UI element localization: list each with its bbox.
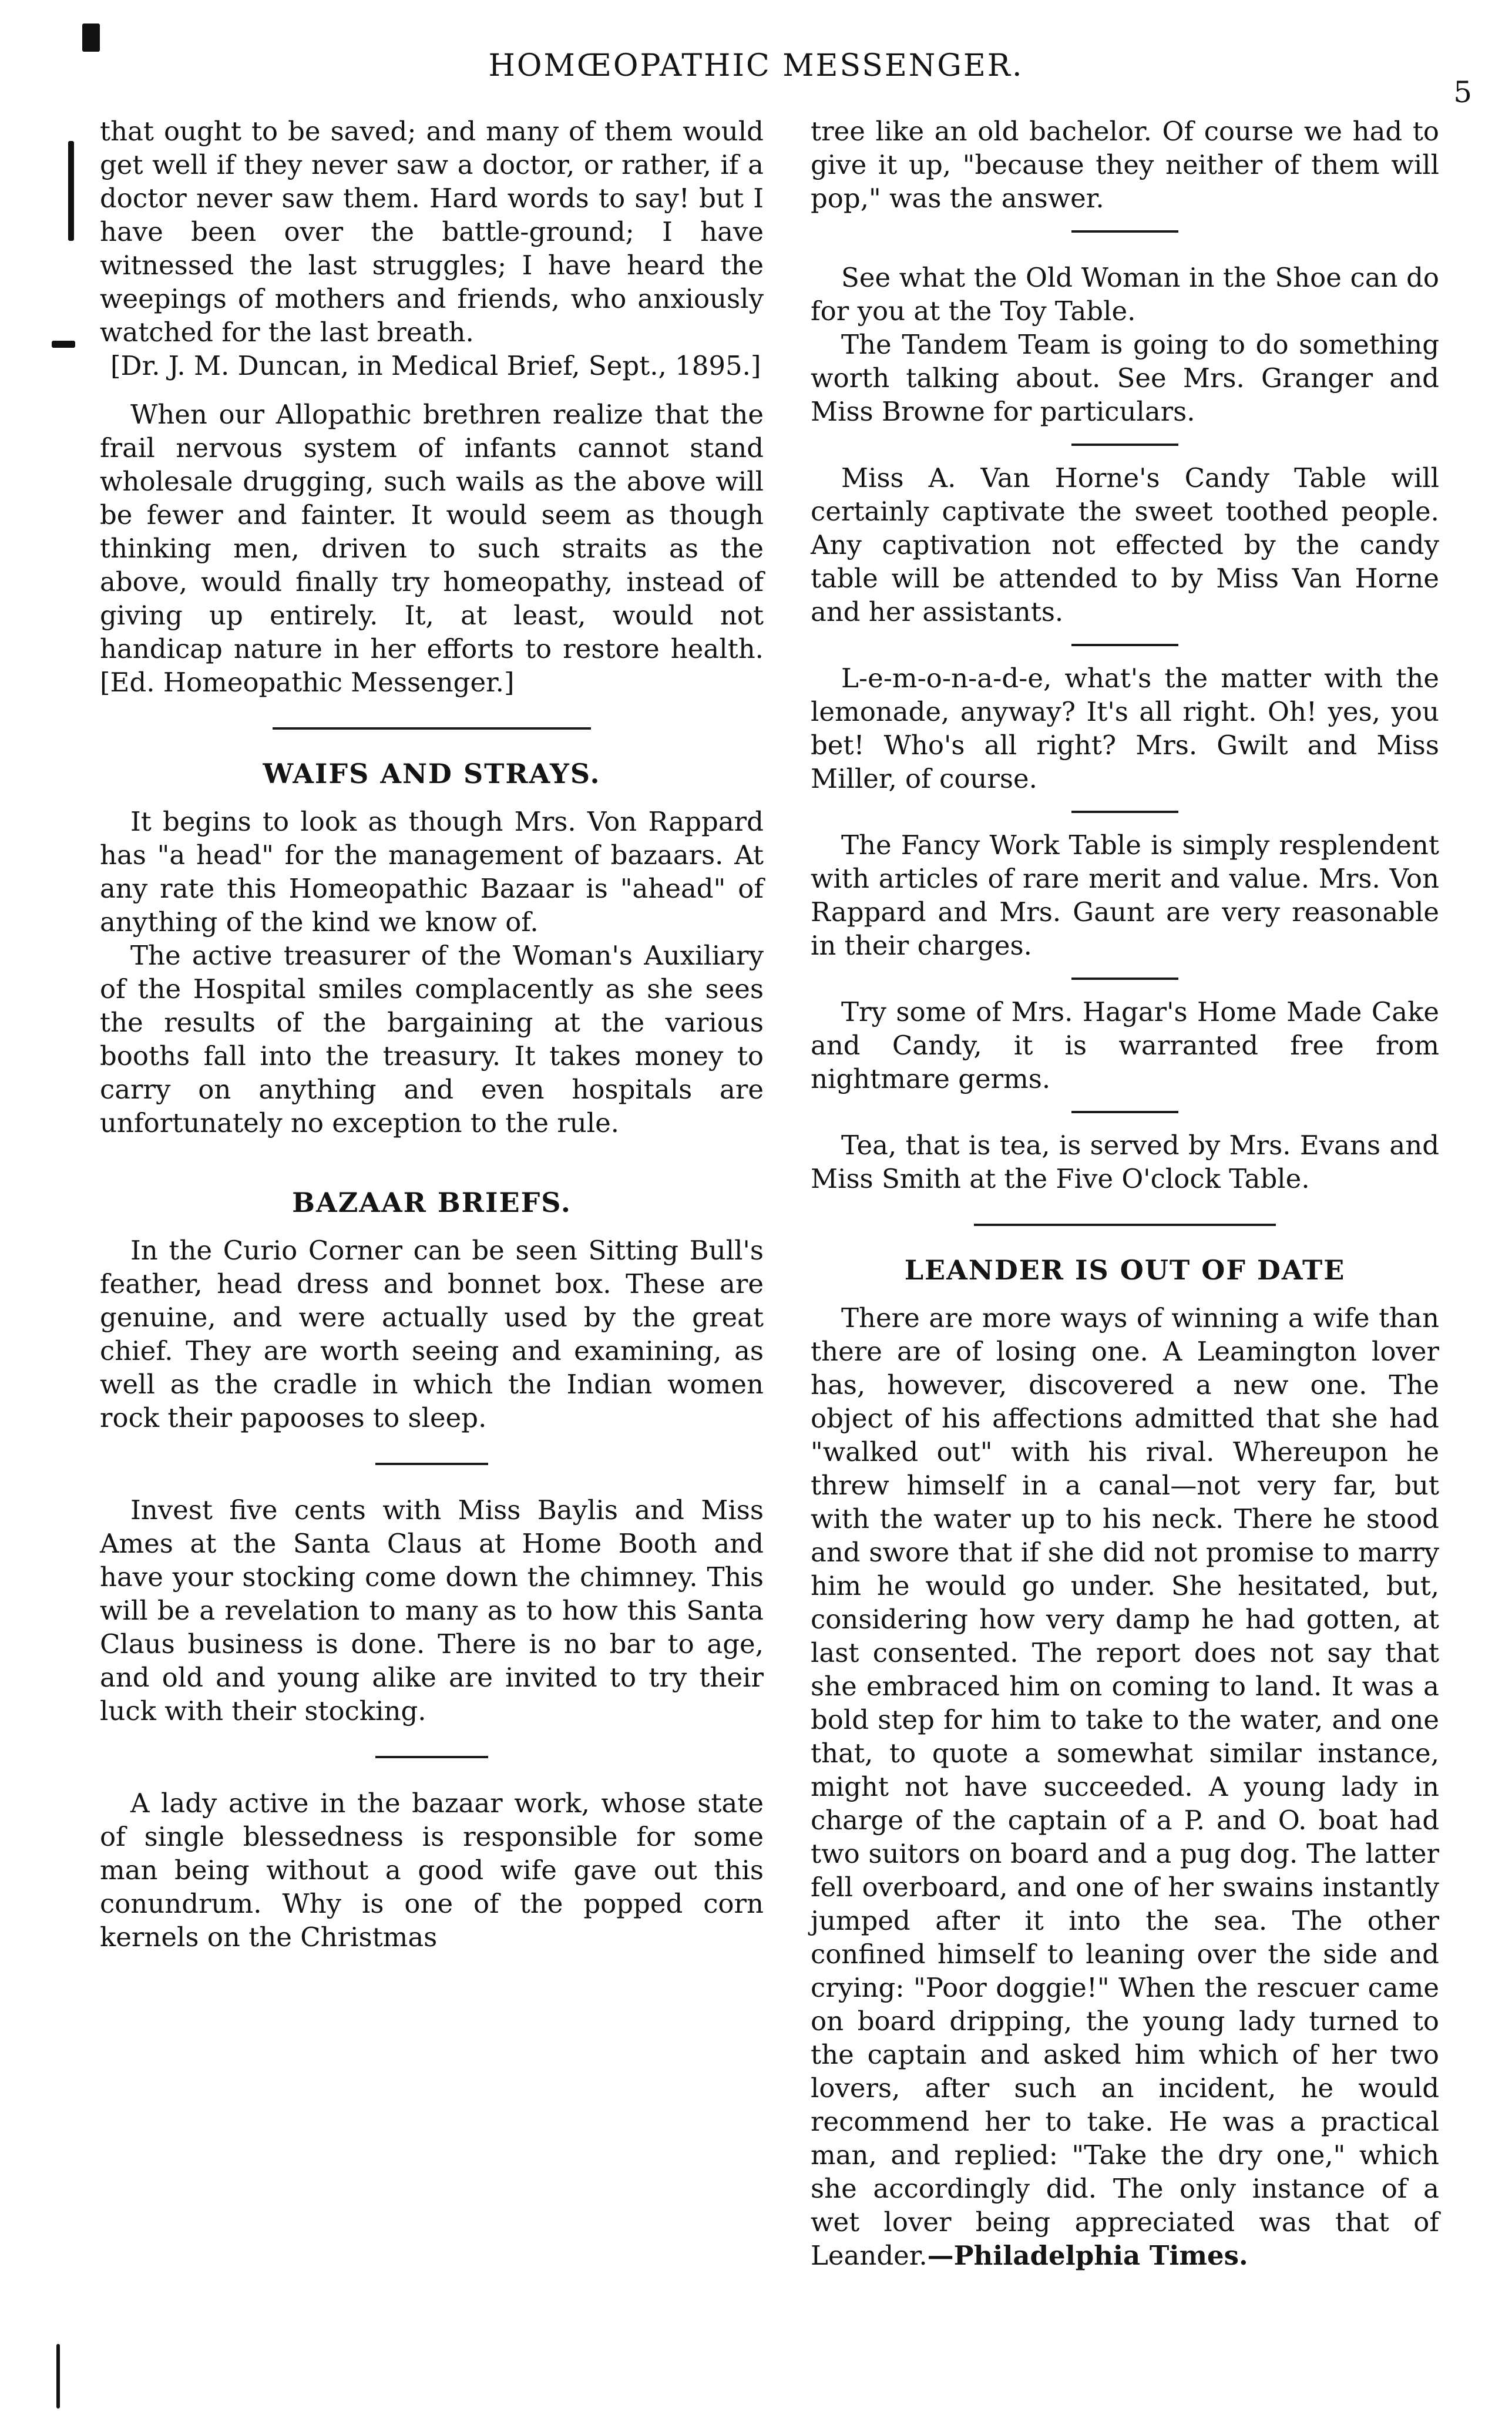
leander-paragraph: [811, 1301, 1439, 2272]
bazaar-item: In the Curio Corner can be seen Sitting Bull's feather, head dress and bonnet box. These are genuine, and were actually used by the great chief. They are worth seeing and examining, as well as the cradle in which the Indian women rock their papooses to sleep.: [100, 1235, 764, 1433]
intro-paragraph: that ought to be saved; and many of them would get well if they never saw a doctor, or rather, if a doctor never saw them. Hard words to say! but I have been over the battle-ground; I have witnessed the last struggles; I have heard the weepings of mothers and friends, who anxiously watched for the last breath.: [100, 116, 764, 348]
page-number: 5: [1453, 75, 1472, 109]
bazaar-item: See what the Old Woman in the Shoe can do for you at the Toy Table.: [811, 262, 1439, 327]
margin-blot: [68, 141, 74, 241]
margin-blot: [56, 2344, 60, 2409]
bazaar-item: tree like an old bachelor. Of course we had to give it up, "because they neither of them will pop," was the answer.: [811, 116, 1439, 214]
left-column: [100, 115, 764, 1954]
editorial-paragraph: When our Allopathic brethren realize that the frail nervous system of infants cannot stand wholesale drugging, such wails as the above will be fewer and fainter. It would seem as though thinking men, driven to such straits as the above, would finally try homeopathy, instead of giving up entirely. It, at least, would not handicap nature in her efforts to restore health. [Ed. Homeopathic Messenger.]: [100, 399, 764, 698]
waifs-paragraph: The active treasurer of the Woman's Auxiliary of the Hospital smiles complacently as she sees the results of the bargaining at the various booths fall into the treasury. It takes money to carry on anything and even hospitals are unfortunately no exception to the rule.: [100, 940, 764, 1138]
bazaar-item: The Tandem Team is going to do something worth talking about. See Mrs. Granger and Miss Browne for particulars.: [811, 329, 1439, 427]
margin-blot: [52, 341, 75, 348]
right-column: [811, 115, 1439, 2272]
bazaar-item: Try some of Mrs. Hagar's Home Made Cake and Candy, it is warranted free from nightmare germs.: [811, 996, 1439, 1094]
bazaar-item: Tea, that is tea, is served by Mrs. Evans and Miss Smith at the Five O'clock Table.: [811, 1130, 1439, 1194]
masthead-title: HOMŒOPATHIC MESSENGER.: [488, 48, 1024, 83]
bazaar-heading: BAZAAR BRIEFS.: [292, 1187, 572, 1218]
margin-blot: [82, 23, 100, 52]
leander-heading: LEANDER IS OUT OF DATE: [904, 1254, 1346, 1286]
bazaar-item: The Fancy Work Table is simply resplendent with articles of rare merit and value. Mrs. Von Rappard and Mrs. Gaunt are very reasonable in their charges.: [811, 829, 1439, 961]
bazaar-item: Invest five cents with Miss Baylis and Miss Ames at the Santa Claus at Home Booth and have your stocking come down the chimney. This will be a revelation to many as to how this Santa Claus business is done. There is no bar to age, and old and young alike are invited to try their luck with their stocking.: [100, 1494, 764, 1727]
citation: [Dr. J. M. Duncan, in Medical Brief, Sept., 1895.]: [110, 350, 761, 381]
bazaar-item: Miss A. Van Horne's Candy Table will certainly captivate the sweet toothed people. Any captivation not effected by the candy table will be attended to by Miss Van Horne and her assistants.: [811, 462, 1439, 627]
bazaar-item: A lady active in the bazaar work, whose state of single blessedness is responsible for some man being without a good wife gave out this conundrum. Why is one of the popped corn kernels on the Christmas: [100, 1788, 764, 1953]
leander-source: —Philadelphia Times.: [927, 2240, 1248, 2271]
waifs-heading: WAIFS AND STRAYS.: [263, 758, 601, 790]
waifs-paragraph: It begins to look as though Mrs. Von Rappard has "a head" for the management of bazaars. At any rate this Homeopathic Bazaar is "ahead" of anything of the kind we know of.: [100, 806, 764, 938]
leander-body: There are more ways of winning a wife than there are of losing one. A Leamington lover has, however, discovered a new one. The object of his affections admitted that she had "walked out" with his rival. Whereupon he threw himself in a canal—not very far, but with the water up to his neck. There he stood and swore that if she did not promise to marry him he would go under. She hesitated, but, considering how very damp he had gotten, at last consented. The report does not say that she embraced him on coming to land. It was a bold step for him to take to the water, and one that, to quote a somewhat similar instance, might not have succeeded. A young lady in charge of the captain of a P. and O. boat had two suitors on board and a pug dog. The latter fell overboard, and one of her swains instantly jumped after it into the sea. The other confined himself to leaning over the side and crying: "Poor doggie!" When the rescuer came on board dripping, the young lady turned to the captain and asked him which of her two lovers, after such an incident, he would recommend her to take. He was a practical man, and replied: "Take the dry one," which she accordingly did. The only instance of a wet lover being appreciated was that of Leander.: [811, 1302, 1439, 2271]
bazaar-item: L-e-m-o-n-a-d-e, what's the matter with the lemonade, anyway? It's all right. Oh! yes, you bet! Who's all right? Mrs. Gwilt and Miss Miller, of course.: [811, 663, 1439, 794]
